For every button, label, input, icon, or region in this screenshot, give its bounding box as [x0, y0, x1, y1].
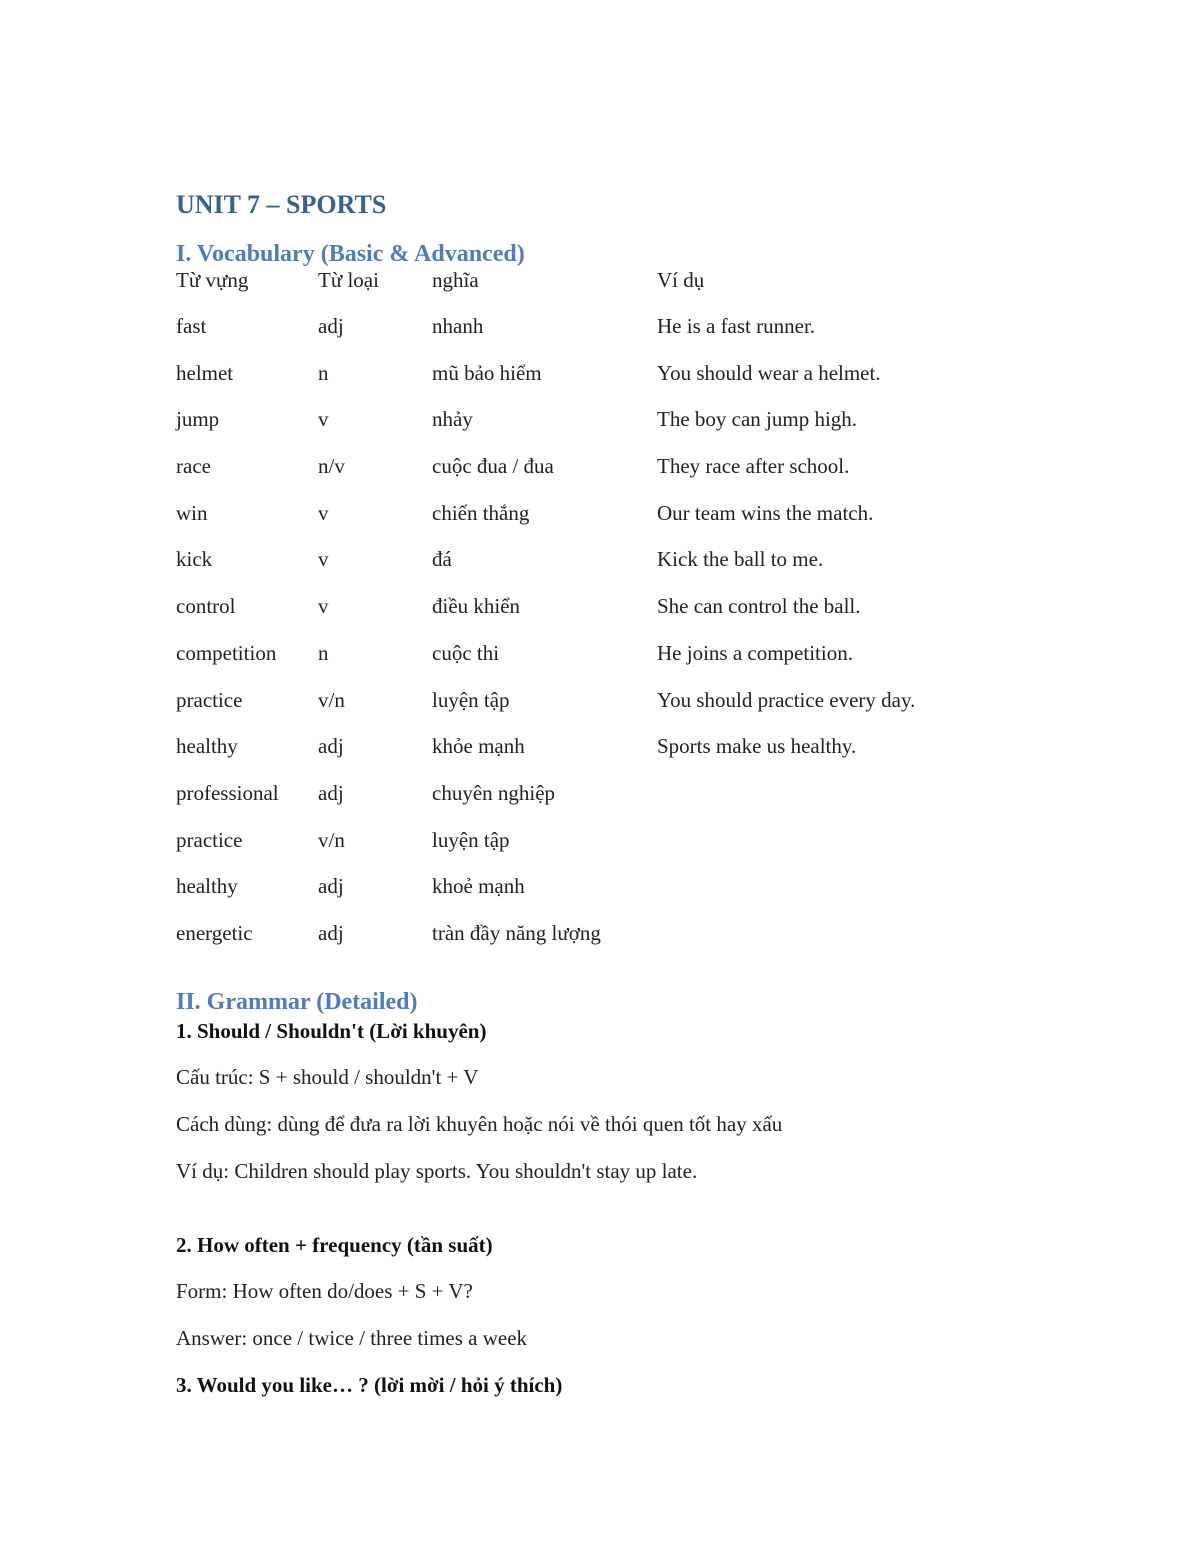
vocab-meaning: nhảy — [432, 407, 473, 432]
unit-title: UNIT 7 – SPORTS — [176, 190, 387, 219]
vocab-meaning: luyện tập — [432, 827, 510, 852]
table-row — [176, 361, 996, 408]
vocab-meaning: tràn đầy năng lượng — [432, 920, 601, 945]
vocab-meaning: mũ bảo hiểm — [432, 360, 542, 385]
vocab-part-of-speech: v — [318, 547, 329, 572]
vocab-example — [657, 874, 996, 921]
vocab-meaning: điều khiển — [432, 594, 521, 619]
vocab-example: He joins a competition. — [657, 640, 853, 665]
vocab-word: healthy — [176, 734, 238, 759]
grammar-should-title: 1. Should / Shouldn't (Lời khuyên) — [176, 1019, 487, 1043]
vocab-example: He is a fast runner. — [657, 314, 816, 338]
vocab-part-of-speech: adj — [318, 920, 344, 945]
vocab-word: fast — [176, 314, 207, 338]
vocab-word: jump — [176, 407, 220, 432]
vocab-example — [657, 828, 996, 875]
grammar-how-often-form: Form: How often do/does + S + V? — [176, 1279, 473, 1303]
vocab-example: You should wear a helmet. — [657, 360, 881, 385]
vocab-meaning: nhanh — [432, 314, 484, 338]
vocab-part-of-speech: v/n — [318, 827, 345, 852]
grammar-how-often-title: 2. How often + frequency (tần suất) — [176, 1233, 493, 1257]
vocab-part-of-speech: n — [318, 360, 329, 385]
vocab-meaning: chiến thắng — [432, 500, 530, 525]
vocab-word: win — [176, 500, 208, 525]
vocab-meaning: chuyên nghiệp — [432, 780, 556, 805]
vocab-example — [657, 921, 996, 968]
vocab-example: They race after school. — [657, 454, 850, 479]
vocab-example: Kick the ball to me. — [657, 547, 824, 572]
table-row — [176, 688, 996, 735]
vocab-part-of-speech: n/v — [318, 454, 345, 479]
vocab-part-of-speech: n — [318, 640, 329, 665]
vocab-part-of-speech: adj — [318, 874, 344, 899]
vocab-meaning: cuộc thi — [432, 640, 500, 665]
vocab-meaning: khoẻ mạnh — [432, 874, 525, 899]
vocab-part-of-speech: v — [318, 407, 329, 432]
grammar-should-structure: Cấu trúc: S + should / shouldn't + V — [176, 1065, 479, 1089]
vocab-word: competition — [176, 640, 277, 665]
vocab-meaning: đá — [432, 547, 452, 572]
grammar-should-example: Ví dụ: Children should play sports. You shouldn't stay up late. — [176, 1159, 698, 1183]
table-row — [176, 641, 996, 688]
vocab-example: Our team wins the match. — [657, 500, 874, 525]
column-header-word: Từ vựng — [176, 268, 249, 292]
column-header-meaning: nghĩa — [432, 268, 479, 292]
column-header-example: Ví dụ — [657, 268, 705, 292]
table-header-row — [176, 268, 996, 314]
vocab-example: She can control the ball. — [657, 594, 861, 619]
table-row — [176, 921, 996, 968]
table-row — [176, 874, 996, 921]
grammar-should-usage: Cách dùng: dùng để đưa ra lời khuyên hoặc nói về thói quen tốt hay xấu — [176, 1112, 783, 1136]
vocab-part-of-speech: adj — [318, 780, 344, 805]
table-row — [176, 501, 996, 548]
table-row — [176, 734, 996, 781]
vocab-meaning: cuộc đua / đua — [432, 454, 554, 479]
vocab-word: kick — [176, 547, 213, 572]
column-header-part-of-speech: Từ loại — [318, 268, 379, 292]
vocabulary-heading: I. Vocabulary (Basic & Advanced) — [176, 241, 525, 267]
table-row — [176, 781, 996, 828]
table-row — [176, 594, 996, 641]
table-row — [176, 828, 996, 875]
vocab-example: The boy can jump high. — [657, 407, 858, 432]
vocab-word: professional — [176, 780, 279, 805]
vocab-word: helmet — [176, 360, 234, 385]
table-row — [176, 407, 996, 454]
vocab-part-of-speech: v — [318, 594, 329, 619]
grammar-would-you-like-title: 3. Would you like… ? (lời mời / hỏi ý thích) — [176, 1373, 563, 1397]
table-row — [176, 454, 996, 501]
table-row — [176, 547, 996, 594]
vocab-example: Sports make us healthy. — [657, 734, 857, 759]
vocab-word: control — [176, 594, 236, 619]
table-row — [176, 314, 996, 361]
vocab-word: healthy — [176, 874, 238, 899]
vocab-word: practice — [176, 687, 243, 712]
grammar-how-often-answer: Answer: once / twice / three times a week — [176, 1326, 528, 1350]
vocab-meaning: luyện tập — [432, 687, 510, 712]
vocab-part-of-speech: adj — [318, 314, 344, 338]
vocabulary-rows — [176, 314, 996, 968]
vocab-part-of-speech: v/n — [318, 687, 345, 712]
vocab-word: practice — [176, 827, 243, 852]
vocab-part-of-speech: v — [318, 500, 329, 525]
vocab-example: You should practice every day. — [657, 687, 916, 712]
vocab-example — [657, 781, 996, 828]
grammar-heading: II. Grammar (Detailed) — [176, 989, 418, 1015]
vocabulary-table — [176, 268, 996, 968]
vocab-meaning: khỏe mạnh — [432, 734, 525, 759]
vocab-word: race — [176, 454, 211, 479]
vocab-part-of-speech: adj — [318, 734, 344, 759]
vocab-word: energetic — [176, 920, 253, 945]
